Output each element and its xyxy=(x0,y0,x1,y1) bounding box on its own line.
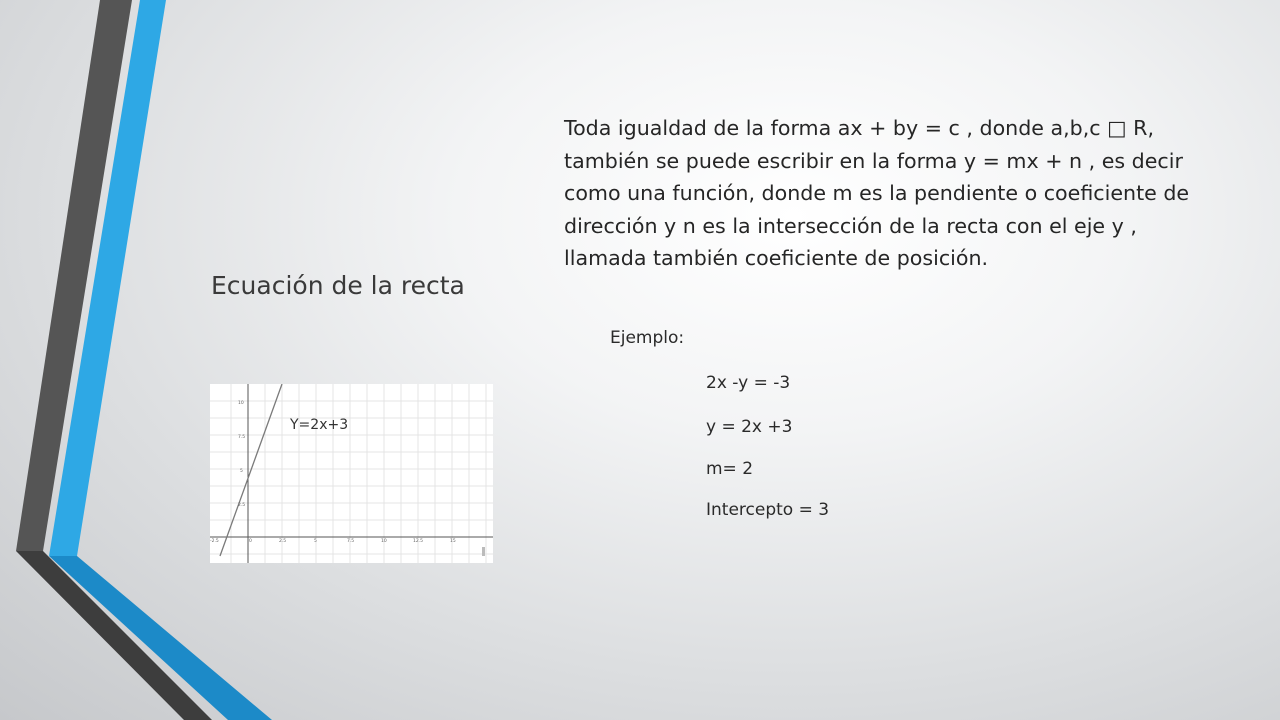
x-tick-label: 10 xyxy=(381,539,387,544)
graph-grid xyxy=(210,384,493,563)
x-tick-label: 0 xyxy=(249,539,252,544)
y-tick-label: 5 xyxy=(240,469,243,474)
function-line xyxy=(220,384,282,556)
x-tick-label: 7.5 xyxy=(347,539,355,544)
definition-paragraph: Toda igualdad de la forma ax + by = c , donde a,b,c □ R, también se puede escribir en la forma y = mx + n , es decir como una función, donde m es la pendiente o coeficiente de dirección y n es la intersección de la recta con el eje y , llamada también coeficiente de posición. xyxy=(564,116,1190,270)
y-tick-label: 10 xyxy=(238,401,244,406)
dark-stripe-lower xyxy=(16,551,212,720)
slide-title: Ecuación de la recta xyxy=(211,271,465,300)
resize-handle xyxy=(482,547,485,556)
x-tick-label: 12.5 xyxy=(413,539,424,544)
graph-function-label: Y=2x+3 xyxy=(290,417,349,433)
x-tick-label: 5 xyxy=(314,539,317,544)
example-line-4: Intercepto = 3 xyxy=(706,500,830,520)
example-line-1: 2x -y = -3 xyxy=(706,373,791,393)
y-tick-label: 7.5 xyxy=(238,435,246,440)
x-tick-label: 15 xyxy=(450,539,456,544)
example-label: Ejemplo: xyxy=(610,328,685,348)
x-tick-label: 2.5 xyxy=(279,539,287,544)
y-tick-label: 2.5 xyxy=(238,503,246,508)
example-line-3: m= 2 xyxy=(706,459,754,479)
x-tick-label: -2.5 xyxy=(210,539,219,544)
example-line-2: y = 2x +3 xyxy=(706,417,793,437)
line-graph-image xyxy=(210,384,493,563)
